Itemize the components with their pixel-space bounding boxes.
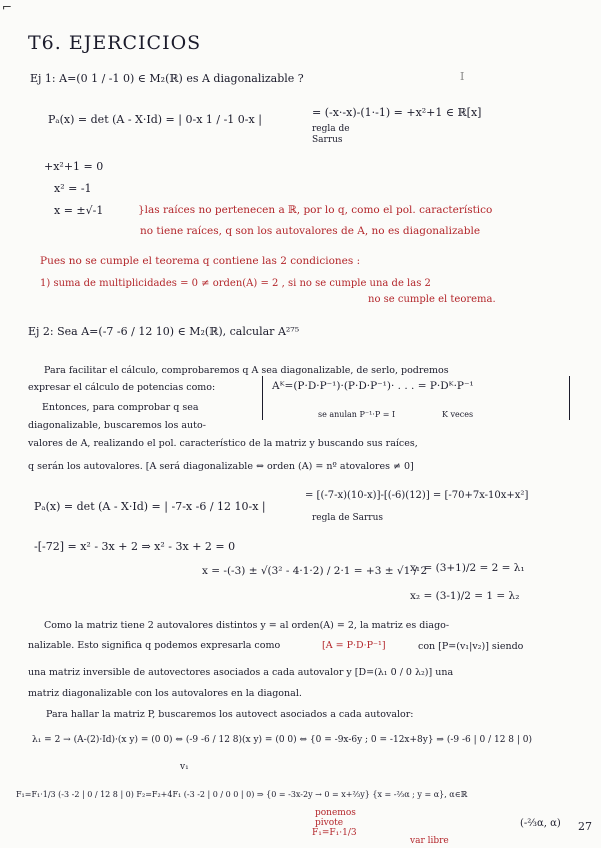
- ej2-text-4: matriz diagonalizable con los autovalores en la diagonal.: [28, 688, 302, 699]
- ej2-char-poly: Pₐ(x) = det (A - X·Id) = | -7-x -6 / 12 10-x |: [34, 500, 266, 513]
- ej1-eq2: x² = -1: [54, 182, 92, 195]
- ej2-quadratic: x = -(-3) ± √(3² - 4·1·2) / 2·1 = +3 ± √1 / 2: [202, 565, 428, 577]
- ej1-note-b: no tiene raíces, q son los autovalores de A, no es diagonalizable: [140, 225, 481, 237]
- ej2-para-2: expresar el cálculo de potencias como:: [28, 382, 216, 393]
- ej1-sarrus-note: regla de Sarrus: [312, 124, 350, 145]
- ej1-eq3: x = ±√-1: [54, 204, 104, 217]
- ej2-formula-note-2: K veces: [442, 410, 474, 419]
- ej2-para-3: Entonces, para comprobar q sea: [42, 402, 199, 413]
- ej2-diag-box: [A = P·D·P⁻¹]: [322, 640, 386, 651]
- ej2-eq1: -[-72] = x² - 3x + 2 ⇒ x² - 3x + 2 = 0: [34, 540, 236, 553]
- ej1-condition-1: 1) suma de multiplicidades = 0 ≠ orden(A) = 2 , si no se cumple una de las 2: [40, 278, 431, 289]
- ej1-conclusion: Pues no se cumple el teorema q contiene las 2 condiciones :: [40, 255, 361, 267]
- ej2-text-3: una matriz inversible de autovectores asociados a cada autovalor y [D=(λ₁ 0 / 0 λ₂)] una: [28, 667, 454, 678]
- ej2-para-6: q serán los autovalores. [A será diagonalizable ⇔ orden (A) = nº atovalores ≠ 0]: [28, 461, 414, 472]
- ej2-text-2: nalizable. Esto significa q podemos expresarla como: [28, 640, 281, 651]
- ej2-text-2-tail: con [P=(v₁|v₂)] siendo: [418, 641, 524, 652]
- ej2-para-4: diagonalizable, buscaremos los auto-: [28, 420, 206, 431]
- eigenvector-label: v₁: [180, 762, 189, 772]
- ej2-step-2: F₁=F₁·1/3 (-3 -2 | 0 / 12 8 | 0) F₂=F₂+4F₁ (-3 -2 | 0 / 0 0 | 0) ⇒ {0 = -3x-2y → 0 = x+⅔y} {x = -⅔α ; y = α}, α∈ℝ: [16, 790, 468, 799]
- ej1-note-a: }las raíces no pertenecen a ℝ, por lo q, como el pol. característico: [138, 204, 493, 216]
- ej2-root-1: x₁ = (3+1)/2 = 2 = λ₁: [410, 562, 525, 574]
- ej2-power-formula: Aᴷ=(P·D·P⁻¹)·(P·D·P⁻¹)· . . . = P·Dᴷ·P⁻¹: [272, 380, 474, 392]
- ej2-para-1: Para facilitar el cálculo, comprobaremos q A sea diagonalizable, de serlo, podremos: [44, 365, 449, 376]
- ej1-char-poly: Pₐ(x) = det (A - X·Id) = | 0-x 1 / -1 0-x |: [48, 113, 262, 126]
- text-cursor-icon: I: [460, 70, 465, 83]
- page-title: T6. EJERCICIOS: [28, 32, 202, 54]
- ej2-text-1: Como la matriz tiene 2 autovalores distintos y = al orden(A) = 2, la matriz es diago-: [44, 620, 450, 631]
- ej1-condition-1b: no se cumple el teorema.: [368, 294, 496, 305]
- ej2-para-5: valores de A, realizando el pol. característico de la matriz y buscando sus raíces,: [28, 438, 418, 449]
- ej2-sarrus-note: regla de Sarrus: [312, 513, 383, 523]
- ej1-char-poly-result: = (-x·-x)-(1·-1) = +x²+1 ∈ ℝ[x]: [312, 106, 482, 119]
- pivot-note: ponemos pivote: [315, 808, 356, 828]
- row-op-note: F₁=F₁·1/3: [312, 828, 357, 838]
- page-number: 27: [578, 820, 592, 833]
- ej2-char-poly-result: = [(-7-x)(10-x)]-[(-6)(12)] = [-70+7x-10x+x²]: [305, 490, 529, 501]
- free-var-note: var libre: [410, 836, 449, 846]
- ej2-result: (-⅔α, α): [520, 818, 561, 829]
- ej2-statement: Ej 2: Sea A=(-7 -6 / 12 10) ∈ M₂(ℝ), calcular A²⁷⁵: [28, 325, 300, 338]
- ej2-formula-note-1: se anulan P⁻¹·P = I: [318, 410, 396, 419]
- ej2-step-1: λ₁ = 2 → (A-(2)·Id)·(x y) = (0 0) ⇔ (-9 -6 / 12 8)(x y) = (0 0) ⇔ {0 = -9x-6y ; 0 = -12x+8y} ⇒ (-9 -6 | 0 / 12 8 | 0): [32, 735, 533, 745]
- corner-mark: ⌐: [2, 0, 13, 14]
- ej1-statement: Ej 1: A=(0 1 / -1 0) ∈ M₂(ℝ) es A diagonalizable ?: [30, 72, 304, 85]
- ej1-eq1: +x²+1 = 0: [44, 160, 104, 173]
- ej2-root-2: x₂ = (3-1)/2 = 1 = λ₂: [410, 590, 520, 602]
- ej2-text-5: Para hallar la matriz P, buscaremos los autovect asociados a cada autovalor:: [46, 709, 414, 720]
